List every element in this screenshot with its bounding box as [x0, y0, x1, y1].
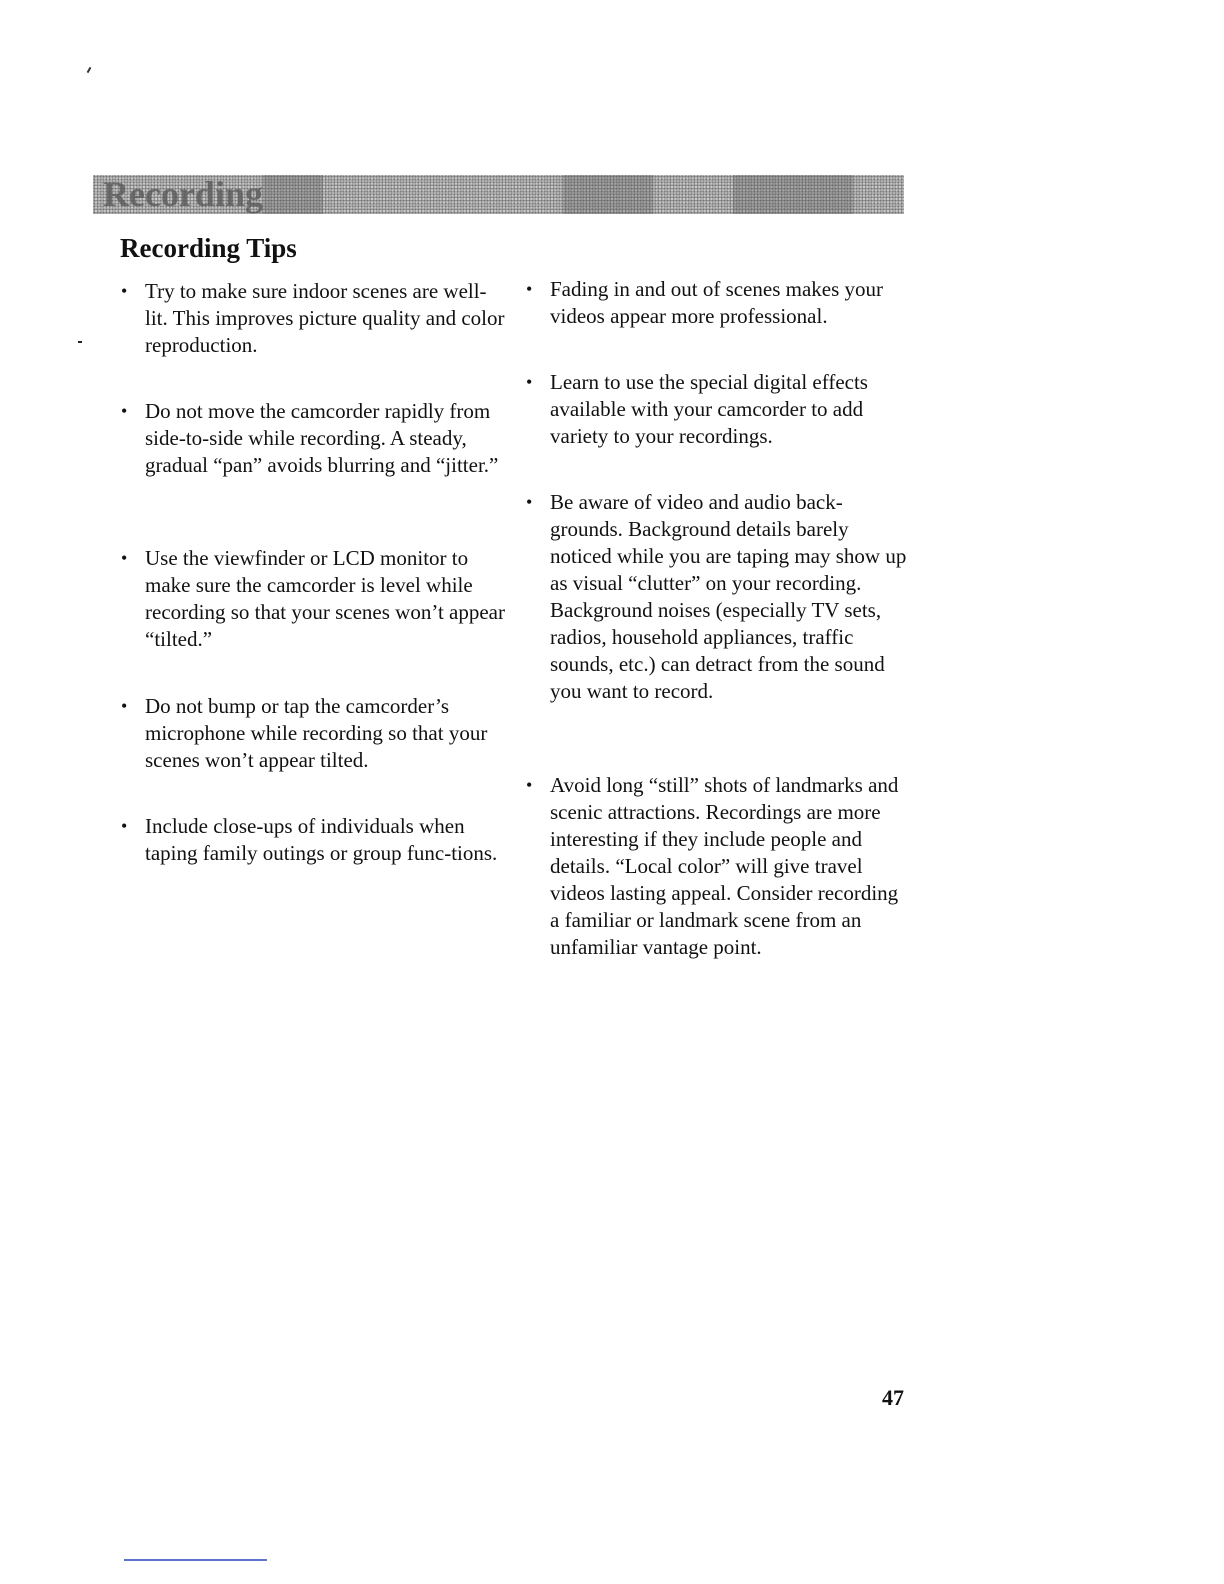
- tip-text: Try to make sure indoor scenes are well-lit. This improves picture quality and color reproduction.: [145, 279, 505, 357]
- tip-item: [121, 693, 505, 774]
- scan-mark: [87, 67, 92, 73]
- banner-title: Recording: [103, 175, 263, 214]
- tip-text: Do not move the camcorder rapidly from side-to-side while recording. A steady, gradual “pan” avoids blurring and “jitter.”: [145, 399, 499, 477]
- tip-text: Include close-ups of individuals when taping family outings or group func-tions.: [145, 814, 498, 865]
- tip-text: Do not bump or tap the camcorder’s microphone while recording so that your scenes won’t appear tilted.: [145, 694, 488, 772]
- bullet-icon: •: [121, 816, 128, 836]
- bullet-icon: •: [121, 281, 128, 301]
- tip-item: [526, 489, 910, 705]
- scan-mark: [78, 341, 82, 343]
- tip-text: Avoid long “still” shots of landmarks and scenic attractions. Recordings are more interesting if they include people and details. “Local color” will give travel videos lasting appeal. Consider recording a familiar or landmark scene from an unfamiliar vantage point.: [550, 773, 899, 959]
- bullet-icon: •: [121, 401, 128, 421]
- footer-rule: [124, 1559, 267, 1561]
- bullet-icon: •: [526, 279, 533, 299]
- tip-item: [526, 369, 910, 450]
- bullet-icon: •: [526, 775, 533, 795]
- tip-item: [526, 276, 910, 330]
- section-banner: [93, 175, 904, 214]
- banner-texture: [263, 175, 323, 214]
- tip-text: Be aware of video and audio back-grounds. Background details barely noticed while you are taping may show up as visual “clutter” on your recording. Background noises (especially TV sets, radios, household appliances, traffic sounds, etc.) can detract from the sound you want to record.: [550, 490, 907, 703]
- page-number: 47: [882, 1385, 904, 1410]
- tip-item: [121, 278, 505, 359]
- tip-text: Use the viewfinder or LCD monitor to make sure the camcorder is level while recording so that your scenes won’t appear “tilted.”: [145, 546, 505, 651]
- bullet-icon: •: [526, 492, 533, 512]
- tip-text: Learn to use the special digital effects available with your camcorder to add variety to your recordings.: [550, 370, 868, 448]
- bullet-icon: •: [526, 372, 533, 392]
- page-heading: Recording Tips: [120, 233, 297, 263]
- tip-item: [121, 398, 505, 479]
- banner-texture: [733, 175, 853, 214]
- tip-item: [526, 772, 910, 961]
- banner-texture: [563, 175, 653, 214]
- tip-item: [121, 545, 505, 653]
- bullet-icon: •: [121, 696, 128, 716]
- tip-item: [121, 813, 505, 867]
- tip-text: Fading in and out of scenes makes your videos appear more professional.: [550, 277, 884, 328]
- bullet-icon: •: [121, 548, 128, 568]
